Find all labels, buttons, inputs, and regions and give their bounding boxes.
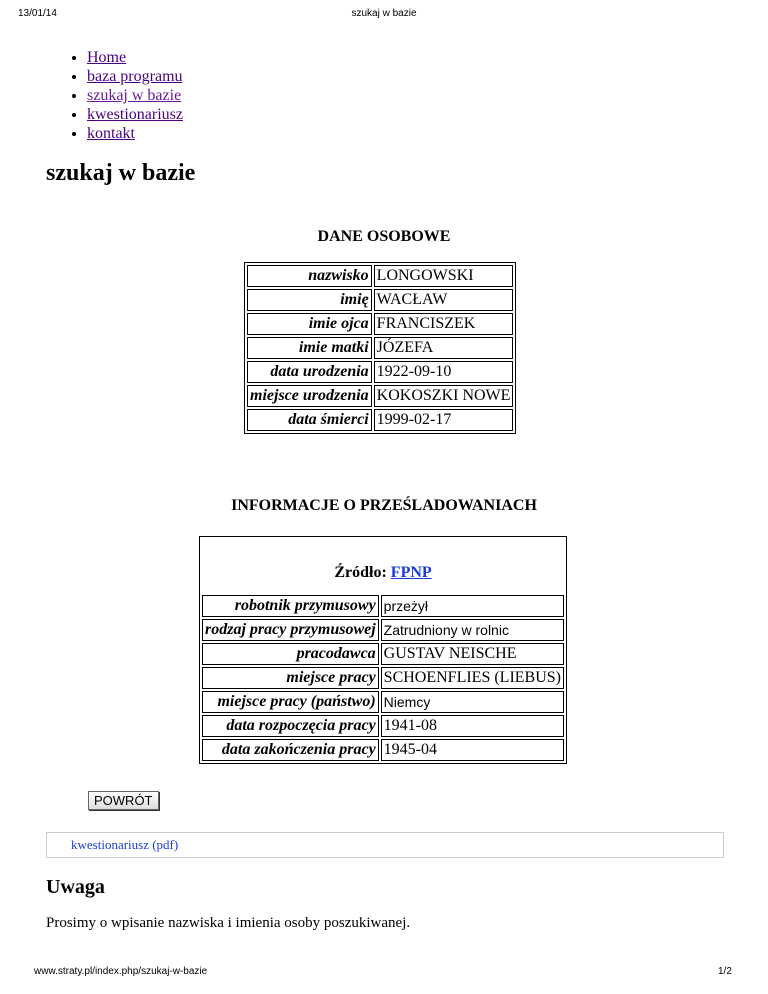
personal-data-table xyxy=(244,262,516,434)
field-label: data rozpoczęcia pracy xyxy=(202,715,379,737)
field-label: data urodzenia xyxy=(247,361,372,383)
data-row xyxy=(247,361,513,383)
field-value: FRANCISZEK xyxy=(374,313,514,335)
field-label: data zakończenia pracy xyxy=(202,739,379,761)
data-row xyxy=(247,313,513,335)
print-date: 13/01/14 xyxy=(18,8,57,19)
field-value: Zatrudniony w rolnic xyxy=(381,619,564,641)
field-label: imie matki xyxy=(247,337,372,359)
field-label: robotnik przymusowy xyxy=(202,595,379,617)
print-url: www.straty.pl/index.php/szukaj-w-bazie xyxy=(34,966,208,977)
field-label: data śmierci xyxy=(247,409,372,431)
print-page-number: 1/2 xyxy=(718,966,732,977)
nav-item-kontakt xyxy=(87,124,183,143)
print-title: szukaj w bazie xyxy=(351,8,417,19)
field-value: Niemcy xyxy=(381,691,564,713)
data-row xyxy=(247,289,513,311)
source-link-fpnp[interactable]: FPNP xyxy=(390,564,432,581)
source-label: Źródło: xyxy=(334,564,387,581)
data-row xyxy=(202,667,564,689)
notice-heading: Uwaga xyxy=(46,876,105,898)
page-title: szukaj w bazie xyxy=(46,160,196,186)
personal-data-heading: DANE OSOBOWE xyxy=(317,228,451,245)
field-value: 1922-09-10 xyxy=(374,361,514,383)
field-value: przeżył xyxy=(381,595,564,617)
nav-item-kwestionariusz xyxy=(87,105,183,124)
nav-link-home[interactable]: Home xyxy=(87,49,127,66)
field-label: pracodawca xyxy=(202,643,379,665)
data-row xyxy=(247,265,513,287)
data-row xyxy=(202,595,564,617)
field-value: JÓZEFA xyxy=(374,337,514,359)
nav-link-baza-programu[interactable]: baza programu xyxy=(87,68,183,85)
data-row xyxy=(202,619,564,641)
notice-text: Prosimy o wpisanie nazwiska i imienia osoby poszukiwanej. xyxy=(46,915,411,931)
field-label: miejsce pracy xyxy=(202,667,379,689)
field-value: SCHOENFLIES (LIEBUS) xyxy=(381,667,564,689)
field-label: imię xyxy=(247,289,372,311)
source-row xyxy=(202,539,564,593)
nav-item-szukaj xyxy=(87,86,183,105)
data-row xyxy=(202,691,564,713)
nav-item-home xyxy=(87,48,183,67)
data-row xyxy=(247,337,513,359)
field-label: nazwisko xyxy=(247,265,372,287)
nav-link-kontakt[interactable]: kontakt xyxy=(87,125,135,142)
nav-link-kwestionariusz[interactable]: kwestionariusz xyxy=(87,106,183,123)
questionnaire-box xyxy=(46,832,724,858)
field-value: 1999-02-17 xyxy=(374,409,514,431)
field-label: rodzaj pracy przymusowej xyxy=(202,619,379,641)
nav-item-baza xyxy=(87,67,183,86)
data-row xyxy=(202,739,564,761)
field-value: GUSTAV NEISCHE xyxy=(381,643,564,665)
field-value: LONGOWSKI xyxy=(374,265,514,287)
data-row xyxy=(202,715,564,737)
field-value: 1945-04 xyxy=(381,739,564,761)
data-row xyxy=(247,409,513,431)
field-label: miejsce urodzenia xyxy=(247,385,372,407)
persecution-table xyxy=(199,536,567,764)
field-label: imie ojca xyxy=(247,313,372,335)
questionnaire-pdf-link[interactable]: kwestionariusz (pdf) xyxy=(71,837,179,852)
back-button[interactable]: POWRÓT xyxy=(88,791,159,810)
data-row xyxy=(202,643,564,665)
nav-link-szukaj-w-bazie[interactable]: szukaj w bazie xyxy=(87,87,182,104)
main-nav xyxy=(67,48,183,143)
data-row xyxy=(247,385,513,407)
persecution-heading: INFORMACJE O PRZEŚLADOWANIACH xyxy=(231,497,537,514)
field-value: 1941-08 xyxy=(381,715,564,737)
field-value: KOKOSZKI NOWE xyxy=(374,385,514,407)
field-value: WACŁAW xyxy=(374,289,514,311)
field-label: miejsce pracy (państwo) xyxy=(202,691,379,713)
